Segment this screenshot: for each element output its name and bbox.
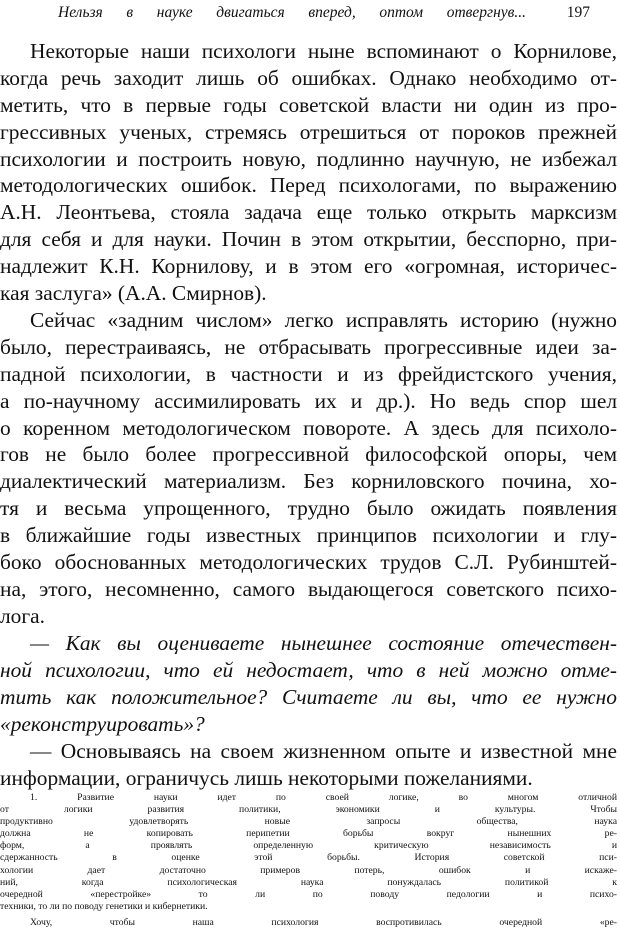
text-line: от логики развития политики, экономики и культуры. Чтобы: [0, 804, 617, 816]
answer-point-1: [0, 792, 620, 913]
text-line: грессивных ученых, стремясь отрешиться от пороков прежней: [0, 119, 617, 144]
text-line: должна не копировать перипетии борьбы вокруг нынешних ре-: [0, 828, 617, 840]
text-line: лога.: [0, 603, 45, 628]
text-line: надлежит К.Н. Корнилову, и в этом его «огромная, историчес-: [0, 254, 617, 279]
paragraph-closing: [0, 917, 620, 929]
text-line: кая заслуга» (А.А. Смирнов).: [0, 281, 267, 306]
text-line: для себя и для науки. Почин в этом открытии, бесспорно, при-: [0, 227, 617, 252]
text-line: А.Н. Леонтьева, стояла задача еще только открыть марксизм: [0, 200, 617, 225]
text-line: было, перестраиваясь, не отбрасывать прогрессивные идеи за-: [0, 334, 617, 359]
text-line: а по-научному ассимилировать их и др.). Но ведь спор шел: [0, 388, 617, 413]
text-line: техники, то ли по поводу генетики и кибернетики.: [0, 900, 208, 912]
paragraph-hindsight: [0, 307, 620, 630]
text-line: методологических ошибок. Перед психологами, по выражению: [0, 173, 617, 198]
text-line: «реконструировать»?: [0, 711, 205, 736]
text-line: Некоторые наши психологи ныне вспоминают о Корнилове,: [30, 39, 617, 63]
text-line: психологии и построить новую, подлинно научную, не избежал: [0, 146, 617, 171]
text-line: тить как положительное? Считаете ли вы, что ее нужно: [0, 684, 617, 709]
text-line: падной психологии, в частности и из фрейдистского учения,: [0, 361, 617, 386]
text-line: ний, когда психологическая наука понуждалась политикой к: [0, 876, 617, 888]
text-line: метить, что в первые годы советской власти ни один из про-: [0, 92, 617, 117]
text-line: ной психологии, что ей недостает, что в ней можно отме-: [0, 657, 617, 682]
text-line: Хочу, чтобы наша психология воспротивилась очередной «ре-: [30, 916, 617, 928]
text-line: когда речь заходит лишь об ошибках. Однако необходимо от-: [0, 65, 617, 90]
page-number: 197: [566, 4, 590, 21]
text-line: гов не было более прогрессивной философской опоры, чем: [0, 442, 617, 467]
text-line: очередной «перестройке» то ли по поводу педологии и психо-: [0, 888, 617, 900]
text-line: продуктивно удовлетворять новые запросы общества, наука: [0, 816, 617, 828]
running-title: Нельзя в науке двигаться вперед, оптом отвергнув...: [58, 4, 526, 21]
text-line: информации, ограничусь лишь некоторыми пожеланиями.: [0, 765, 533, 790]
text-line: — Основываясь на своем жизненном опыте и известной мне: [30, 739, 617, 763]
text-line: диалектический материализм. Без корниловского почина, хо-: [0, 469, 617, 494]
text-line: о коренном методологическом повороте. А здесь для психоло-: [0, 415, 617, 440]
text-line: — Как вы оцениваете нынешнее состояние отечествен-: [30, 631, 617, 655]
text-line: сдержанность в оценке этой борьбы. История советской пси-: [0, 852, 617, 864]
text-line: форм, а проявлять определенную критическую независимость и: [0, 840, 617, 852]
text-line: в ближайшие годы известных принципов психологии и глу-: [0, 523, 617, 548]
interview-question: [0, 630, 620, 738]
answer-intro: [0, 738, 620, 792]
text-line: хологии дает достаточно примеров потерь, ошибок и искаже-: [0, 864, 617, 876]
text-line: Сейчас «задним числом» легко исправлять историю (нужно: [30, 308, 617, 332]
paragraph-kornilov: [0, 38, 620, 307]
text-line: боко обоснованных методологических трудов С.Л. Рубинштей-: [0, 550, 617, 575]
text-line: тя и весьма упрощенного, трудно было ожидать появления: [0, 496, 617, 521]
text-line: 1. Развитие науки идет по своей логике, во многом отличной: [30, 792, 617, 803]
text-line: на, этого, несомненно, самого выдающегося советского психо-: [0, 576, 617, 601]
